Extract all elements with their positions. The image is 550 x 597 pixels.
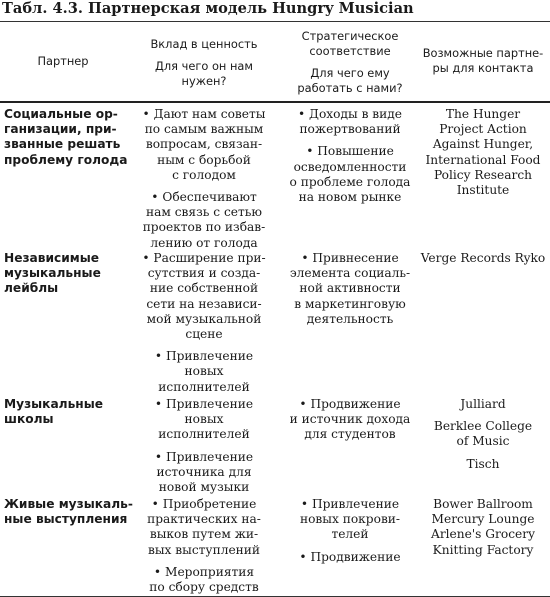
cell-line: International Food <box>425 152 541 167</box>
cell-line: с голодом <box>172 167 236 182</box>
top-rule <box>0 21 550 22</box>
cell-line: Berklee College <box>433 419 533 434</box>
cell-line: • Мероприятия <box>153 564 255 579</box>
cell-line: новой музыки <box>158 480 250 495</box>
cell-line: источника для <box>156 464 252 479</box>
cell-line: • Привнесение <box>301 251 399 265</box>
cell-line: исполнителей <box>158 427 250 442</box>
cell-line: • Привлечение <box>300 497 400 511</box>
line-gap <box>130 558 278 565</box>
cell-line: • Повышение <box>306 144 394 159</box>
header-fit <box>285 29 415 96</box>
header-contacts <box>418 46 548 76</box>
cell-line: Verge Records Ryko <box>420 251 546 265</box>
cell-line: элемента социаль- <box>289 266 411 281</box>
row-contacts-live-performances <box>418 497 548 558</box>
cell-line: ганизации, при- <box>4 122 117 137</box>
cell-line: • Привлечение <box>154 449 254 464</box>
cell-line: школы <box>4 412 54 427</box>
cell-line: Policy Research <box>433 167 533 182</box>
cell-line: лению от голода <box>150 235 258 250</box>
cell-line: вопросам, связан- <box>145 137 263 152</box>
cell-line: сутствия и созда- <box>147 266 261 281</box>
cell-line: Julliard <box>460 397 506 411</box>
row-value-music-schools <box>130 397 278 495</box>
cell-line: • Обеспечивают <box>151 190 257 205</box>
cell-line: Стратегическое <box>301 29 399 43</box>
cell-line: сцене <box>185 327 223 342</box>
cell-line: Against Hunger, <box>432 137 534 152</box>
cell-line: проблему голода <box>4 152 128 167</box>
cell-line: осведомленности <box>293 159 407 174</box>
row-name-indie-labels <box>4 251 122 297</box>
cell-line: практических на- <box>147 512 261 527</box>
cell-line: по самым важным <box>144 122 264 137</box>
cell-line: новых <box>184 364 224 379</box>
cell-line: Возможные партне- <box>422 46 544 60</box>
cell-line: Knitting Factory <box>432 542 534 557</box>
table-caption: Табл. 4.3. Партнерская модель Hungry Musician <box>2 0 414 17</box>
cell-line: Музыкальные <box>4 397 104 411</box>
cell-line: Arlene's Grocery <box>431 527 535 542</box>
cell-line: лейблы <box>4 281 59 296</box>
row-contacts-music-schools <box>418 397 548 472</box>
cell-line: Для чего ему <box>310 66 390 80</box>
cell-line: Независимые <box>4 251 100 265</box>
cell-line: • Приобретение <box>151 497 257 511</box>
cell-line: музыкальные <box>4 266 101 281</box>
cell-line: • Продвижение <box>299 549 401 564</box>
line-gap <box>285 59 415 66</box>
cell-line: Mercury Lounge <box>431 512 535 527</box>
cell-line: сети на независи- <box>146 296 262 311</box>
cell-line: вых выступлений <box>147 542 261 557</box>
row-fit-music-schools <box>285 397 415 443</box>
cell-line: соответствие <box>309 44 391 58</box>
row-value-indie-labels <box>130 251 278 395</box>
row-contacts-social-orgs <box>418 107 548 198</box>
cell-line: Project Action <box>439 122 527 137</box>
cell-line: нужен? <box>181 74 227 88</box>
header-value <box>130 37 278 89</box>
cell-line: ные выступления <box>4 512 128 527</box>
cell-line: ры для контакта <box>432 61 534 75</box>
cell-line: of Music <box>456 434 510 449</box>
cell-line: ние собственной <box>149 281 259 296</box>
cell-line: Bower Ballroom <box>433 497 533 511</box>
cell-line: для студентов <box>304 427 396 442</box>
row-value-social-orgs <box>130 107 278 251</box>
cell-line: • Привлечение <box>154 397 254 411</box>
line-gap <box>130 52 278 59</box>
row-fit-indie-labels <box>285 251 415 327</box>
cell-line: о проблеме голода <box>289 174 411 189</box>
cell-line: званные решать <box>4 137 121 152</box>
row-name-music-schools <box>4 397 122 427</box>
line-gap <box>285 543 415 550</box>
cell-line: Tisch <box>466 456 500 471</box>
cell-line: нам связь с сетью <box>145 205 262 220</box>
row-value-live-performances <box>130 497 278 595</box>
cell-line: новых <box>184 412 224 427</box>
cell-line: исполнителей <box>158 379 250 394</box>
cell-line: выков путем жи- <box>149 527 259 542</box>
line-gap <box>418 450 548 457</box>
cell-line: Живые музыкаль- <box>4 497 133 511</box>
cell-line: ным с борьбой <box>157 152 251 167</box>
cell-line: мой музыкальной <box>146 311 262 326</box>
row-fit-social-orgs <box>285 107 415 205</box>
line-gap <box>418 412 548 419</box>
row-name-social-orgs <box>4 107 128 168</box>
cell-line: The Hunger <box>445 107 521 121</box>
cell-line: пожертвований <box>299 122 401 137</box>
cell-line: • Доходы в виде <box>297 107 403 121</box>
cell-line: • Привлечение <box>154 349 254 364</box>
row-fit-live-performances <box>285 497 415 565</box>
cell-line: • Расширение при- <box>142 251 266 265</box>
cell-line: Социальные ор- <box>4 107 118 121</box>
line-gap <box>285 137 415 144</box>
cell-line: Для чего он нам <box>154 59 254 73</box>
cell-line: и источник дохода <box>289 412 411 427</box>
line-gap <box>130 443 278 450</box>
cell-line: в маркетинговую <box>294 296 406 311</box>
cell-line: • Продвижение <box>299 397 401 411</box>
cell-line: ной активности <box>299 281 401 296</box>
row-name-live-performances <box>4 497 133 527</box>
line-gap <box>130 183 278 190</box>
row-contacts-indie-labels <box>418 251 548 266</box>
cell-line: Вклад в ценность <box>150 37 258 51</box>
cell-line: деятельность <box>306 311 394 326</box>
cell-line: • Дают нам советы <box>142 107 266 121</box>
cell-line: Institute <box>456 183 510 198</box>
cell-line: новых покрови- <box>299 512 401 527</box>
cell-line: проектов по избав- <box>142 220 266 235</box>
cell-line: на новом рынке <box>298 190 402 205</box>
cell-line: телей <box>331 527 369 542</box>
header-partner: Партнер <box>37 54 89 68</box>
cell-line: работать с нами? <box>297 81 403 95</box>
header-rule <box>0 101 550 103</box>
line-gap <box>130 342 278 349</box>
cell-line: по сбору средств <box>149 580 259 595</box>
